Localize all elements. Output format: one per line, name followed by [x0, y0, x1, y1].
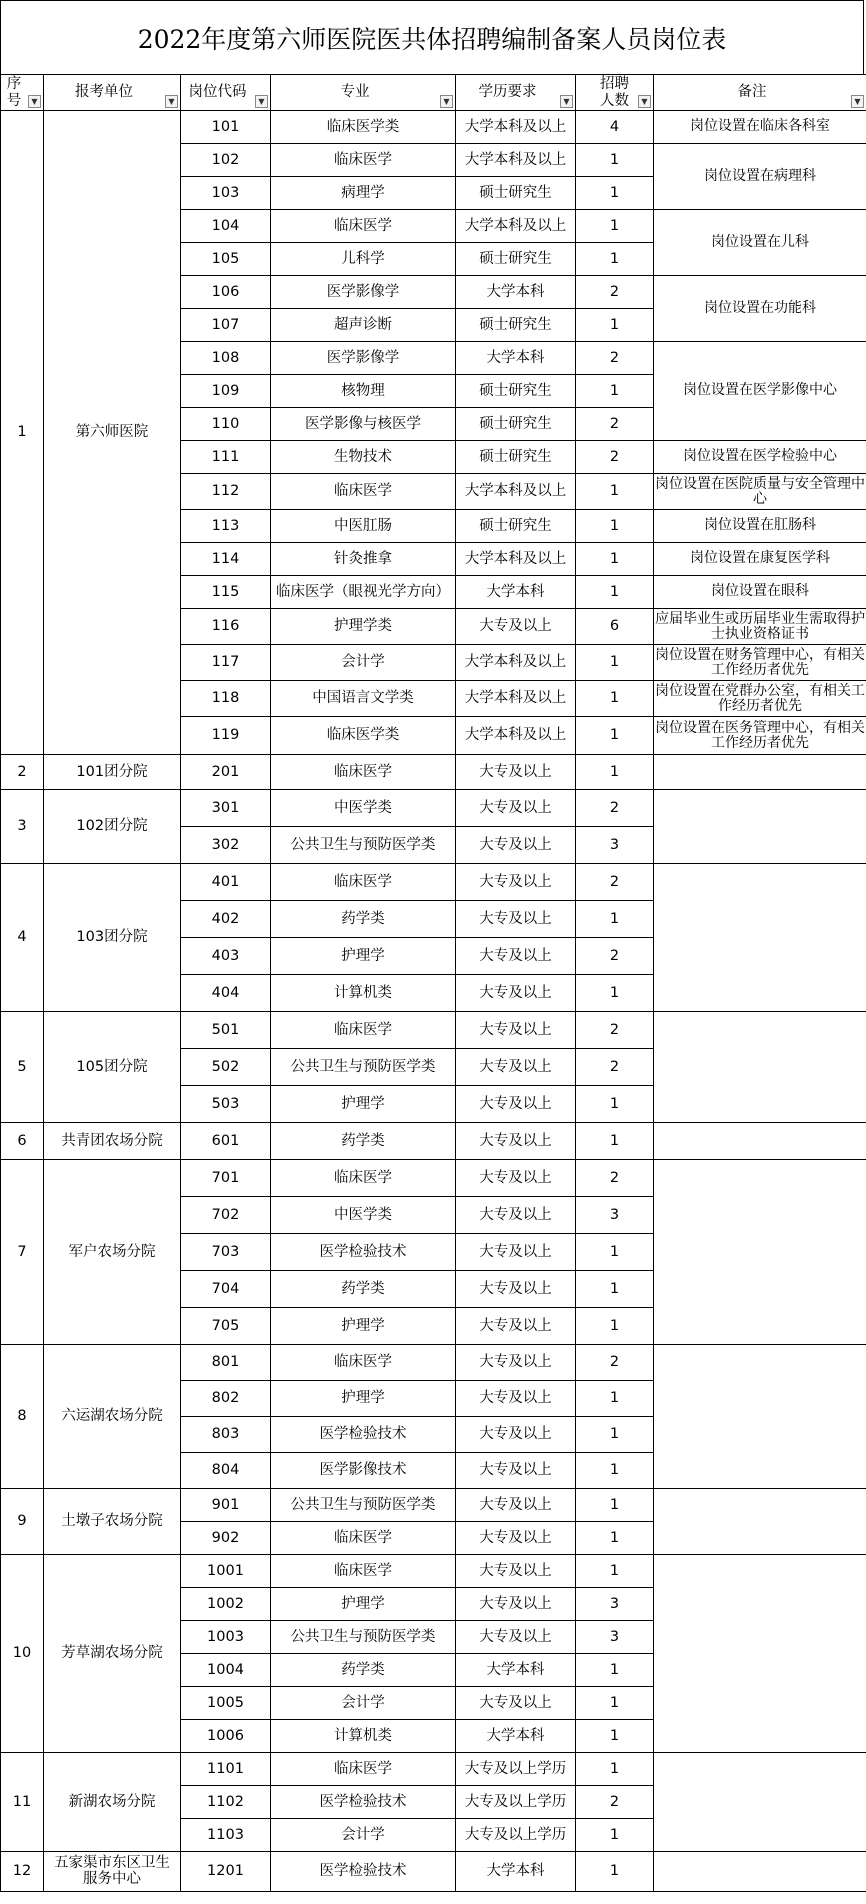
cell-count: 3: [576, 1621, 654, 1654]
cell-count: 1: [576, 901, 654, 938]
cell-edu: 大专及以上: [456, 1417, 576, 1453]
filter-dropdown-icon[interactable]: ▼: [255, 95, 268, 108]
cell-count: 1: [576, 243, 654, 276]
cell-note: [654, 1012, 866, 1123]
table-row: [1, 1160, 866, 1197]
cell-note: [654, 1555, 866, 1753]
table-row: [1, 790, 866, 827]
cell-count: 1: [576, 309, 654, 342]
cell-edu: 硕士研究生: [456, 408, 576, 441]
cell-seq: 5: [1, 1012, 44, 1123]
header-edu: 学历要求 ▼: [456, 75, 576, 111]
cell-unit: 土墩子农场分院: [44, 1489, 181, 1555]
cell-major: 临床医学类: [271, 717, 456, 755]
cell-count: 2: [576, 276, 654, 309]
cell-major: 临床医学: [271, 474, 456, 510]
cell-code: 111: [181, 441, 271, 474]
cell-count: 1: [576, 177, 654, 210]
cell-edu: 大专及以上学历: [456, 1819, 576, 1852]
cell-count: 1: [576, 645, 654, 681]
cell-count: 2: [576, 342, 654, 375]
table-row: [1, 1489, 866, 1522]
cell-count: 1: [576, 375, 654, 408]
cell-unit: 军户农场分院: [44, 1160, 181, 1345]
cell-major: 公共卫生与预防医学类: [271, 1489, 456, 1522]
cell-code: 1101: [181, 1753, 271, 1786]
cell-count: 1: [576, 1522, 654, 1555]
cell-count: 1: [576, 1489, 654, 1522]
cell-edu: 大学本科及以上: [456, 681, 576, 717]
cell-note: 岗位设置在医院质量与安全管理中心: [654, 474, 866, 510]
cell-edu: 大专及以上: [456, 1621, 576, 1654]
cell-code: 502: [181, 1049, 271, 1086]
cell-count: 3: [576, 1197, 654, 1234]
cell-unit: 五家渠市东区卫生服务中心: [44, 1852, 181, 1892]
cell-major: 临床医学: [271, 1012, 456, 1049]
cell-seq: 1: [1, 111, 44, 755]
cell-note: 岗位设置在医学检验中心: [654, 441, 866, 474]
header-unit: 报考单位 ▼: [44, 75, 181, 111]
cell-major: 中医学类: [271, 790, 456, 827]
cell-note: [654, 864, 866, 1012]
filter-dropdown-icon[interactable]: ▼: [851, 95, 864, 108]
cell-code: 703: [181, 1234, 271, 1271]
cell-seq: 9: [1, 1489, 44, 1555]
header-count: 招聘人数 ▼: [576, 75, 654, 111]
cell-edu: 大专及以上: [456, 938, 576, 975]
cell-count: 2: [576, 864, 654, 901]
cell-count: 1: [576, 1819, 654, 1852]
cell-edu: 大专及以上: [456, 1555, 576, 1588]
header-row: [1, 75, 866, 111]
cell-note: 岗位设置在康复医学科: [654, 543, 866, 576]
cell-edu: 大专及以上: [456, 1086, 576, 1123]
cell-code: 803: [181, 1417, 271, 1453]
cell-edu: 硕士研究生: [456, 441, 576, 474]
cell-count: 4: [576, 111, 654, 144]
cell-note: 岗位设置在眼科: [654, 576, 866, 609]
cell-unit: 102团分院: [44, 790, 181, 864]
cell-code: 601: [181, 1123, 271, 1160]
filter-dropdown-icon[interactable]: ▼: [638, 95, 651, 108]
cell-major: 临床医学: [271, 144, 456, 177]
cell-major: 药学类: [271, 1654, 456, 1687]
cell-code: 1201: [181, 1852, 271, 1892]
cell-seq: 11: [1, 1753, 44, 1852]
cell-code: 112: [181, 474, 271, 510]
cell-major: 医学影像学: [271, 276, 456, 309]
cell-note: [654, 1753, 866, 1852]
cell-code: 105: [181, 243, 271, 276]
page-title: 2022年度第六师医院医共体招聘编制备案人员岗位表: [0, 0, 864, 74]
cell-code: 1003: [181, 1621, 271, 1654]
cell-seq: 6: [1, 1123, 44, 1160]
filter-dropdown-icon[interactable]: ▼: [560, 95, 573, 108]
cell-count: 1: [576, 717, 654, 755]
cell-count: 1: [576, 1381, 654, 1417]
cell-major: 护理学: [271, 938, 456, 975]
cell-code: 1005: [181, 1687, 271, 1720]
cell-note: [654, 1345, 866, 1489]
cell-code: 108: [181, 342, 271, 375]
cell-code: 804: [181, 1453, 271, 1489]
cell-count: 1: [576, 474, 654, 510]
cell-code: 701: [181, 1160, 271, 1197]
cell-unit: 芳草湖农场分院: [44, 1555, 181, 1753]
cell-code: 102: [181, 144, 271, 177]
table-row: [1, 755, 866, 790]
cell-seq: 8: [1, 1345, 44, 1489]
cell-major: 会计学: [271, 1687, 456, 1720]
cell-code: 705: [181, 1308, 271, 1345]
cell-note: [654, 1160, 866, 1345]
cell-seq: 3: [1, 790, 44, 864]
cell-major: 计算机类: [271, 1720, 456, 1753]
cell-edu: 大学本科: [456, 1852, 576, 1892]
cell-count: 2: [576, 1012, 654, 1049]
cell-code: 702: [181, 1197, 271, 1234]
cell-edu: 大专及以上: [456, 1160, 576, 1197]
cell-code: 114: [181, 543, 271, 576]
cell-edu: 硕士研究生: [456, 177, 576, 210]
cell-code: 109: [181, 375, 271, 408]
cell-code: 501: [181, 1012, 271, 1049]
cell-count: 1: [576, 1453, 654, 1489]
cell-count: 2: [576, 1049, 654, 1086]
cell-edu: 大学本科及以上: [456, 111, 576, 144]
cell-major: 药学类: [271, 1123, 456, 1160]
cell-major: 会计学: [271, 1819, 456, 1852]
cell-code: 1002: [181, 1588, 271, 1621]
cell-edu: 大学本科及以上: [456, 144, 576, 177]
cell-major: 临床医学: [271, 1160, 456, 1197]
cell-count: 3: [576, 1588, 654, 1621]
cell-count: 1: [576, 144, 654, 177]
cell-note: 应届毕业生或历届毕业生需取得护士执业资格证书: [654, 609, 866, 645]
cell-count: 1: [576, 975, 654, 1012]
cell-code: 801: [181, 1345, 271, 1381]
cell-count: 1: [576, 755, 654, 790]
cell-count: 2: [576, 441, 654, 474]
cell-edu: 大专及以上: [456, 609, 576, 645]
cell-major: 医学影像与核医学: [271, 408, 456, 441]
cell-seq: 12: [1, 1852, 44, 1892]
table-row: [1, 1555, 866, 1588]
cell-code: 503: [181, 1086, 271, 1123]
cell-edu: 大专及以上: [456, 1381, 576, 1417]
cell-code: 302: [181, 827, 271, 864]
cell-code: 115: [181, 576, 271, 609]
table-row: [1, 1852, 866, 1892]
table-row: [1, 1753, 866, 1786]
cell-unit: 第六师医院: [44, 111, 181, 755]
cell-count: 1: [576, 576, 654, 609]
table-row: [1, 111, 866, 144]
cell-major: 临床医学: [271, 864, 456, 901]
cell-count: 1: [576, 1234, 654, 1271]
cell-note: 岗位设置在病理科: [654, 144, 866, 210]
cell-major: 医学影像技术: [271, 1453, 456, 1489]
cell-count: 1: [576, 1555, 654, 1588]
cell-note: [654, 790, 866, 864]
cell-major: 超声诊断: [271, 309, 456, 342]
cell-edu: 大专及以上: [456, 901, 576, 938]
cell-edu: 大专及以上: [456, 827, 576, 864]
cell-unit: 105团分院: [44, 1012, 181, 1123]
cell-edu: 大专及以上: [456, 1453, 576, 1489]
cell-major: 临床医学: [271, 1522, 456, 1555]
cell-code: 103: [181, 177, 271, 210]
cell-code: 104: [181, 210, 271, 243]
cell-edu: 大专及以上: [456, 1197, 576, 1234]
header-note: 备注 ▼: [654, 75, 866, 111]
cell-count: 2: [576, 1345, 654, 1381]
header-code: 岗位代码 ▼: [181, 75, 271, 111]
cell-edu: 大专及以上: [456, 1123, 576, 1160]
cell-major: 临床医学（眼视光学方向）: [271, 576, 456, 609]
cell-code: 902: [181, 1522, 271, 1555]
cell-count: 2: [576, 1786, 654, 1819]
cell-major: 护理学: [271, 1086, 456, 1123]
cell-count: 1: [576, 1654, 654, 1687]
cell-major: 中医肛肠: [271, 510, 456, 543]
cell-code: 110: [181, 408, 271, 441]
cell-edu: 大专及以上学历: [456, 1753, 576, 1786]
cell-code: 117: [181, 645, 271, 681]
cell-count: 1: [576, 1687, 654, 1720]
cell-major: 中国语言文学类: [271, 681, 456, 717]
cell-code: 1004: [181, 1654, 271, 1687]
cell-code: 107: [181, 309, 271, 342]
header-major: 专业 ▼: [271, 75, 456, 111]
cell-count: 1: [576, 543, 654, 576]
cell-edu: 大专及以上: [456, 1049, 576, 1086]
cell-code: 119: [181, 717, 271, 755]
cell-edu: 大学本科: [456, 1654, 576, 1687]
cell-code: 118: [181, 681, 271, 717]
header-seq: 序号 ▼: [1, 75, 44, 111]
cell-code: 101: [181, 111, 271, 144]
cell-major: 会计学: [271, 645, 456, 681]
filter-dropdown-icon[interactable]: ▼: [165, 95, 178, 108]
cell-code: 1006: [181, 1720, 271, 1753]
cell-note: [654, 755, 866, 790]
cell-note: 岗位设置在临床各科室: [654, 111, 866, 144]
cell-major: 儿科学: [271, 243, 456, 276]
cell-code: 201: [181, 755, 271, 790]
cell-seq: 10: [1, 1555, 44, 1753]
cell-edu: 大学本科: [456, 276, 576, 309]
cell-edu: 大专及以上: [456, 1012, 576, 1049]
cell-major: 针灸推拿: [271, 543, 456, 576]
cell-major: 护理学: [271, 1588, 456, 1621]
cell-major: 医学影像学: [271, 342, 456, 375]
table-row: [1, 1012, 866, 1049]
cell-count: 1: [576, 1753, 654, 1786]
cell-major: 核物理: [271, 375, 456, 408]
cell-edu: 硕士研究生: [456, 375, 576, 408]
cell-major: 公共卫生与预防医学类: [271, 1621, 456, 1654]
cell-edu: 大学本科及以上: [456, 543, 576, 576]
cell-code: 301: [181, 790, 271, 827]
cell-note: 岗位设置在儿科: [654, 210, 866, 276]
cell-code: 802: [181, 1381, 271, 1417]
cell-edu: 大专及以上: [456, 864, 576, 901]
cell-major: 医学检验技术: [271, 1786, 456, 1819]
cell-edu: 大学本科及以上: [456, 645, 576, 681]
cell-edu: 大专及以上: [456, 1489, 576, 1522]
cell-code: 404: [181, 975, 271, 1012]
table-row: [1, 1345, 866, 1381]
cell-edu: 大专及以上: [456, 1308, 576, 1345]
cell-major: 医学检验技术: [271, 1234, 456, 1271]
cell-edu: 大专及以上学历: [456, 1786, 576, 1819]
cell-major: 临床医学: [271, 755, 456, 790]
cell-major: 临床医学: [271, 1555, 456, 1588]
cell-major: 医学检验技术: [271, 1417, 456, 1453]
cell-major: 中医学类: [271, 1197, 456, 1234]
cell-major: 临床医学: [271, 1345, 456, 1381]
cell-code: 113: [181, 510, 271, 543]
cell-unit: 共青团农场分院: [44, 1123, 181, 1160]
cell-count: 1: [576, 1123, 654, 1160]
cell-major: 医学检验技术: [271, 1852, 456, 1892]
cell-count: 2: [576, 1160, 654, 1197]
cell-note: 岗位设置在肛肠科: [654, 510, 866, 543]
cell-count: 2: [576, 790, 654, 827]
cell-code: 1001: [181, 1555, 271, 1588]
cell-seq: 2: [1, 755, 44, 790]
table-row: [1, 1123, 866, 1160]
cell-major: 临床医学: [271, 210, 456, 243]
cell-major: 临床医学: [271, 1753, 456, 1786]
cell-major: 生物技术: [271, 441, 456, 474]
cell-count: 1: [576, 681, 654, 717]
cell-major: 公共卫生与预防医学类: [271, 1049, 456, 1086]
cell-unit: 六运湖农场分院: [44, 1345, 181, 1489]
cell-unit: 101团分院: [44, 755, 181, 790]
cell-edu: 大专及以上: [456, 1271, 576, 1308]
cell-code: 401: [181, 864, 271, 901]
cell-edu: 大专及以上: [456, 975, 576, 1012]
cell-count: 1: [576, 1086, 654, 1123]
cell-code: 901: [181, 1489, 271, 1522]
cell-edu: 大专及以上: [456, 1687, 576, 1720]
cell-count: 1: [576, 1308, 654, 1345]
cell-major: 临床医学类: [271, 111, 456, 144]
table-row: [1, 864, 866, 901]
cell-note: 岗位设置在医学影像中心: [654, 342, 866, 441]
cell-note: [654, 1489, 866, 1555]
cell-edu: 硕士研究生: [456, 309, 576, 342]
cell-edu: 硕士研究生: [456, 243, 576, 276]
cell-code: 1102: [181, 1786, 271, 1819]
cell-edu: 大专及以上: [456, 755, 576, 790]
cell-edu: 大学本科: [456, 1720, 576, 1753]
cell-major: 护理学: [271, 1308, 456, 1345]
cell-code: 1103: [181, 1819, 271, 1852]
positions-table: [0, 74, 866, 1892]
cell-major: 公共卫生与预防医学类: [271, 827, 456, 864]
cell-edu: 硕士研究生: [456, 510, 576, 543]
cell-note: [654, 1852, 866, 1892]
cell-edu: 大专及以上: [456, 1588, 576, 1621]
cell-code: 106: [181, 276, 271, 309]
cell-note: 岗位设置在财务管理中心，有相关工作经历者优先: [654, 645, 866, 681]
cell-edu: 大学本科及以上: [456, 474, 576, 510]
cell-note: 岗位设置在党群办公室，有相关工作经历者优先: [654, 681, 866, 717]
cell-count: 1: [576, 510, 654, 543]
cell-note: 岗位设置在医务管理中心，有相关工作经历者优先: [654, 717, 866, 755]
cell-edu: 大学本科: [456, 342, 576, 375]
cell-unit: 新湖农场分院: [44, 1753, 181, 1852]
cell-edu: 大专及以上: [456, 1522, 576, 1555]
cell-count: 1: [576, 1271, 654, 1308]
cell-major: 护理学: [271, 1381, 456, 1417]
cell-count: 1: [576, 1417, 654, 1453]
cell-major: 药学类: [271, 901, 456, 938]
cell-major: 病理学: [271, 177, 456, 210]
cell-seq: 4: [1, 864, 44, 1012]
cell-count: 1: [576, 1852, 654, 1892]
cell-count: 3: [576, 827, 654, 864]
cell-code: 116: [181, 609, 271, 645]
cell-note: 岗位设置在功能科: [654, 276, 866, 342]
cell-major: 药学类: [271, 1271, 456, 1308]
cell-count: 1: [576, 210, 654, 243]
cell-note: [654, 1123, 866, 1160]
cell-seq: 7: [1, 1160, 44, 1345]
cell-major: 计算机类: [271, 975, 456, 1012]
cell-count: 6: [576, 609, 654, 645]
cell-edu: 大学本科及以上: [456, 717, 576, 755]
cell-edu: 大专及以上: [456, 790, 576, 827]
cell-count: 2: [576, 408, 654, 441]
cell-count: 2: [576, 938, 654, 975]
cell-edu: 大学本科: [456, 576, 576, 609]
cell-unit: 103团分院: [44, 864, 181, 1012]
cell-count: 1: [576, 1720, 654, 1753]
cell-code: 402: [181, 901, 271, 938]
cell-edu: 大学本科及以上: [456, 210, 576, 243]
cell-edu: 大专及以上: [456, 1345, 576, 1381]
filter-dropdown-icon[interactable]: ▼: [440, 95, 453, 108]
cell-code: 403: [181, 938, 271, 975]
cell-code: 704: [181, 1271, 271, 1308]
filter-dropdown-icon[interactable]: ▼: [28, 95, 41, 108]
cell-edu: 大专及以上: [456, 1234, 576, 1271]
cell-major: 护理学类: [271, 609, 456, 645]
